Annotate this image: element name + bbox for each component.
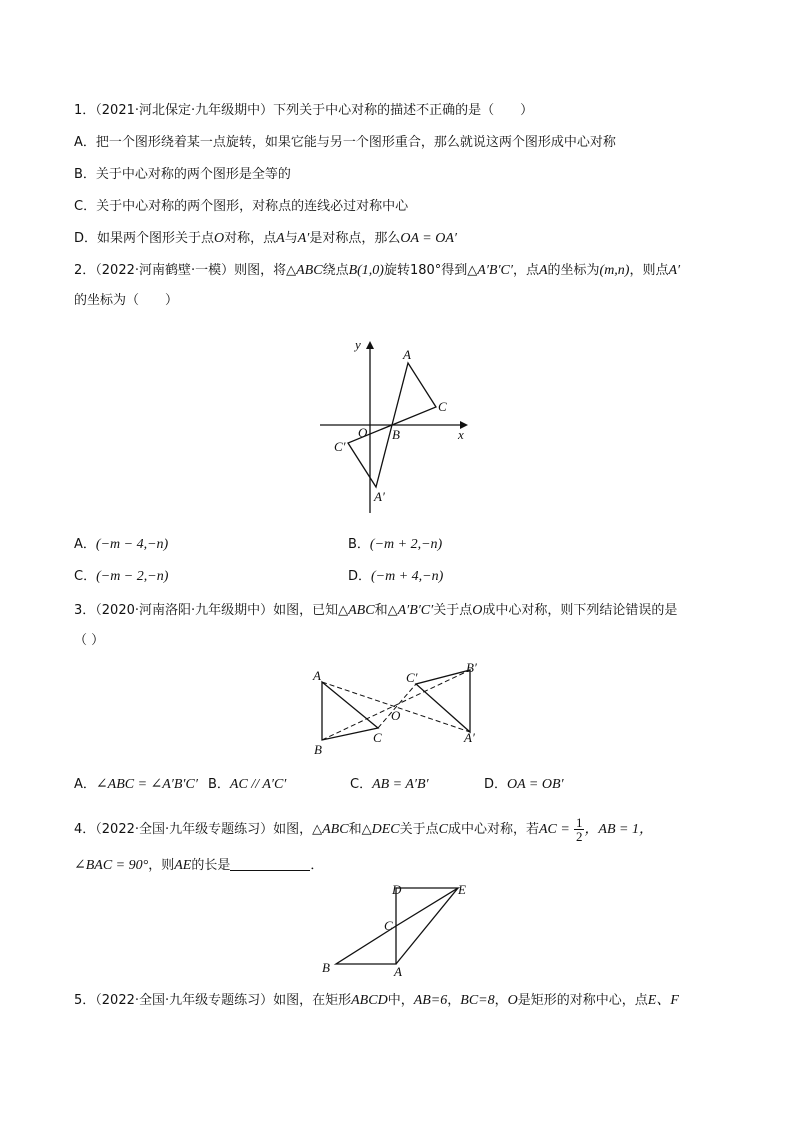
q4-stem: 4．（2022·全国·九年级专题练习）如图，△ABC和△DEC关于点C成中心对称，若AC = $\frac{1}{2}$ ，AB = 1， xyxy=(74,815,653,844)
y-axis-arrow xyxy=(366,341,374,349)
q3-stem: 3．（2020·河南洛阳·九年级期中）如图，已知△ABC和△A′B′C′关于点O成中心对称，则下列结论错误的是 xyxy=(74,603,678,618)
label-a-prime: A′ xyxy=(374,489,385,504)
label-c: C xyxy=(373,730,382,745)
label-y: y xyxy=(355,337,361,352)
label-a: A xyxy=(313,668,321,683)
answer-blank[interactable] xyxy=(230,856,310,871)
label-b: B xyxy=(314,742,322,757)
label-a-prime: A′ xyxy=(464,730,475,745)
label-e: E xyxy=(458,882,466,897)
label-x: x xyxy=(458,427,464,442)
triangle-dec xyxy=(396,888,458,926)
q2-stem-line2: 的坐标为（ ） xyxy=(74,293,179,308)
label-c: C xyxy=(384,918,393,933)
q3-figure xyxy=(308,660,494,760)
q4-figure xyxy=(318,880,478,976)
q1-option-b: B．关于中心对称的两个图形是全等的 xyxy=(74,167,291,182)
q2-option-b: B．(−m + 2,−n) xyxy=(348,537,443,552)
q2-option-d: D．(−m + 4,−n) xyxy=(348,569,444,584)
q1-option-c: C．关于中心对称的两个图形，对称点的连线必过对称中心 xyxy=(74,199,409,214)
q3-option-c: C．AB = A′B′ xyxy=(350,777,429,792)
label-d: D xyxy=(392,882,402,897)
label-c: C xyxy=(438,399,447,414)
segment-bb2 xyxy=(322,670,470,740)
q4-stem-line2: ∠BAC = 90°，则AE的长是 ． xyxy=(74,858,324,873)
label-c-prime: C′ xyxy=(334,439,346,454)
q1-option-a: A．把一个图形绕着某一点旋转，如果它能与另一个图形重合，那么就说这两个图形成中心对称 xyxy=(74,135,616,150)
label-o: O xyxy=(358,425,368,440)
label-c-prime: C′ xyxy=(406,670,418,685)
label-b: B xyxy=(322,960,330,975)
q3-option-d: D．OA = OB′ xyxy=(484,777,564,792)
label-a: A xyxy=(394,964,402,976)
triangle-a2b2c2 xyxy=(416,670,470,732)
triangle-abc xyxy=(322,682,378,740)
q2-option-c: C．(−m − 2,−n) xyxy=(74,569,169,584)
q2-stem: 2．（2022·河南鹤壁·一模）则图，将△ABC绕点B(1,0)旋转180°得到△A′B′C′，点A的坐标为(m,n)，则点A′ xyxy=(74,263,681,278)
q1-option-d: D．如果两个图形关于点O对称，点A与A′是对称点，那么OA = OA′ xyxy=(74,231,457,246)
q2-figure xyxy=(312,335,482,520)
label-b-prime: B′ xyxy=(466,660,477,675)
label-b: B xyxy=(392,427,400,442)
q3-stem-line2: （ ） xyxy=(74,633,105,648)
q3-option-b: B．AC // A′C′ xyxy=(208,777,287,792)
fraction-one-half: $\frac{1}{2}$ xyxy=(575,815,583,844)
label-o: O xyxy=(391,708,401,723)
q3-option-a: A．∠ABC = ∠A′B′C′ xyxy=(74,777,198,792)
segment-ae xyxy=(396,888,458,964)
q1-stem: 1．（2021·河北保定·九年级期中）下列关于中心对称的描述不正确的是（ ） xyxy=(74,103,534,118)
label-a: A xyxy=(403,347,411,362)
q2-option-a: A．(−m − 4,−n) xyxy=(74,537,169,552)
triangle-abc xyxy=(392,363,436,425)
q5-stem: 5．（2022·全国·九年级专题练习）如图，在矩形ABCD中，AB=6，BC=8，O是矩形的对称中心，点E、F xyxy=(74,993,679,1008)
